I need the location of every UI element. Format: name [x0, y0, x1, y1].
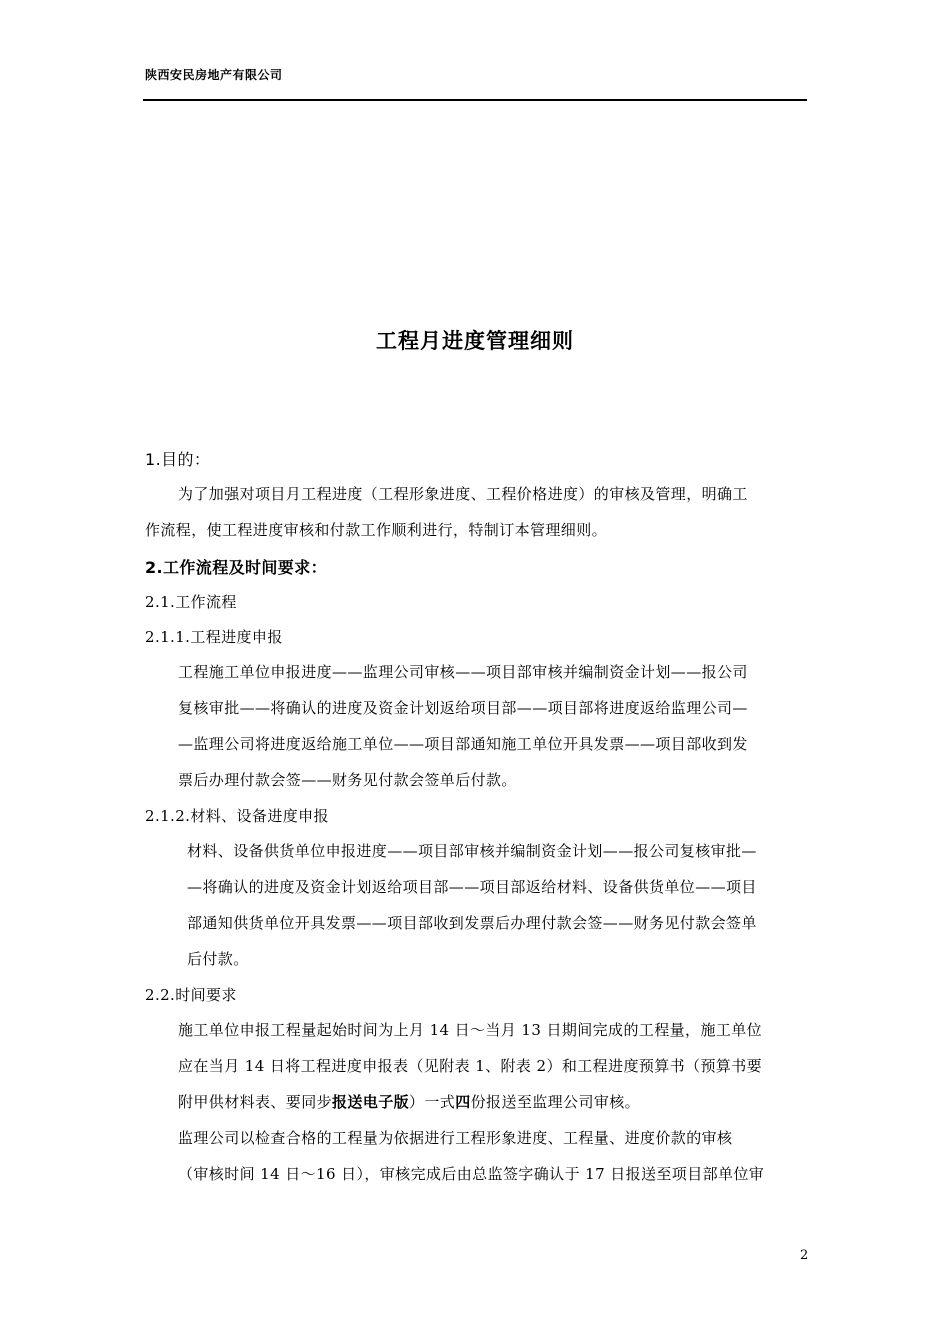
paragraph-line: 复核审批——将确认的进度及资金计划返给项目部——项目部将进度返给监理公司—	[178, 699, 748, 717]
document-title: 工程月进度管理细则	[376, 329, 574, 353]
paragraph-line: 部通知供货单位开具发票——项目部收到发票后办理付款会签——财务见付款会签单	[187, 914, 757, 932]
paragraph-line	[178, 1091, 640, 1112]
text-run: 附甲供材料表、要同步	[178, 1093, 333, 1111]
text-run: 份报送至监理公司审核。	[470, 1093, 641, 1111]
paragraph-line: 材料、设备供货单位申报进度——项目部审核并编制资金计划——报公司复核审批—	[187, 842, 757, 860]
header-divider	[143, 99, 807, 101]
subsection-2-1-1-heading: 2.1.1.工程进度申报	[145, 628, 283, 646]
paragraph-line: （审核时间 14 日～16 日），审核完成后由总监签字确认于 17 日报送至项目部单位审	[178, 1165, 765, 1183]
subsection-2-1-2-heading: 2.1.2.材料、设备进度申报	[145, 807, 329, 825]
paragraph-line: 后付款。	[187, 950, 249, 968]
subsection-2-2-heading: 2.2.时间要求	[145, 986, 237, 1004]
paragraph-line: 为了加强对项目月工程进度（工程形象进度、工程价格进度）的审核及管理，明确工	[178, 485, 748, 503]
header-company: 陕西安民房地产有限公司	[145, 68, 283, 82]
emphasis-text: 四	[455, 1093, 471, 1111]
text-run: ）一式	[409, 1093, 456, 1111]
paragraph-line: 工程施工单位申报进度——监理公司审核——项目部审核并编制资金计划——报公司	[178, 663, 748, 681]
paragraph-line: 作流程，使工程进度审核和付款工作顺利进行，特制订本管理细则。	[145, 521, 608, 539]
emphasis-text: 报送电子版	[332, 1093, 410, 1111]
paragraph-line: 应在当月 14 日将工程进度申报表（见附表 1、附表 2）和工程进度预算书（预算书要	[178, 1057, 763, 1075]
paragraph-line: 票后办理付款会签——财务见付款会签单后付款。	[178, 771, 517, 789]
paragraph-line: 施工单位申报工程量起始时间为上月 14 日～当月 13 日期间完成的工程量，施工单位	[178, 1021, 763, 1039]
paragraph-line: 监理公司以检查合格的工程量为依据进行工程形象进度、工程量、进度价款的审核	[178, 1129, 733, 1147]
page-number: 2	[800, 1248, 809, 1263]
paragraph-line: —将确认的进度及资金计划返给项目部——项目部返给材料、设备供货单位——项目	[187, 878, 757, 896]
paragraph-line: —监理公司将进度返给施工单位——项目部通知施工单位开具发票——项目部收到发	[178, 735, 748, 753]
section-2-heading: 2.工作流程及时间要求：	[145, 558, 328, 577]
subsection-2-1-heading: 2.1.工作流程	[145, 593, 237, 611]
section-1-heading: 1.目的：	[145, 450, 211, 469]
